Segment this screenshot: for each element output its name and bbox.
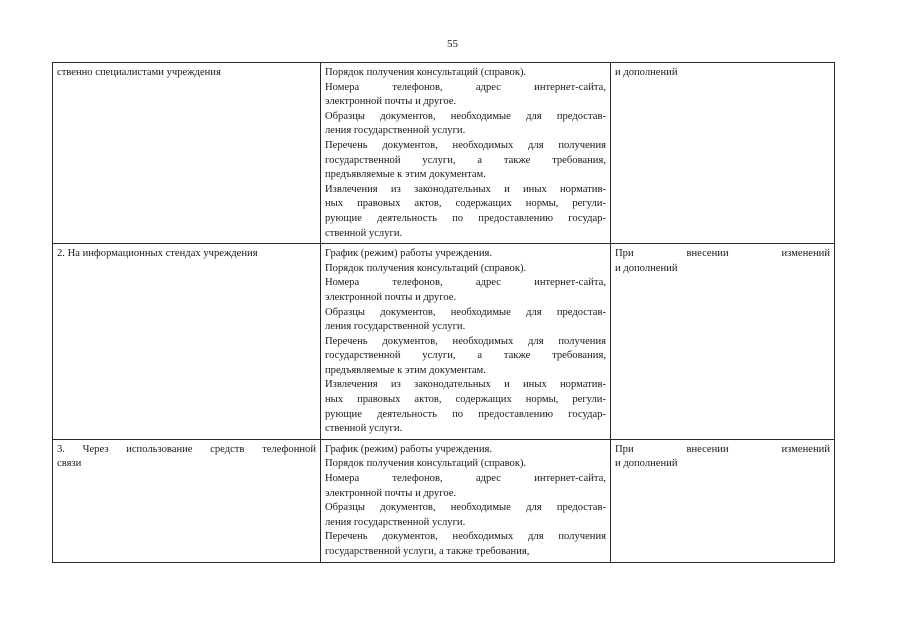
content-line: Образцы документов, необходимые для предостав-: [325, 306, 606, 318]
content-line: государственной услуги, а также требования,: [325, 350, 606, 362]
content-paragraph: [325, 139, 606, 183]
update-cell: [611, 244, 835, 440]
content-line: предъявляемые к этим документам.: [325, 169, 486, 181]
content-paragraph: [325, 501, 606, 530]
content-line: Номера телефонов, адрес интернет-сайта,: [325, 473, 606, 485]
update-cell: [611, 63, 835, 244]
content-cell: [321, 244, 611, 440]
channel-cell: [53, 63, 321, 244]
update-text: и дополнений: [615, 262, 678, 274]
channel-cell: [53, 439, 321, 562]
content-line: ления государственной услуги.: [325, 516, 466, 528]
update-cell: [611, 439, 835, 562]
content-line: Номера телефонов, адрес интернет-сайта,: [325, 277, 606, 289]
content-line: государственной услуги, а также требования,: [325, 546, 530, 557]
content-line: предъявляемые к этим документам.: [325, 364, 486, 376]
content-line: Перечень документов, необходимых для получения: [325, 531, 606, 543]
content-paragraph: [325, 443, 606, 458]
content-paragraph: [325, 247, 606, 262]
content-paragraph: [325, 262, 606, 277]
content-line: Порядок получения консультаций (справок).: [325, 67, 527, 78]
content-paragraph: [325, 335, 606, 379]
content-line: График (режим) работы учреждения.: [325, 248, 493, 260]
content-line: ственной услуги.: [325, 227, 403, 239]
content-line: электронной почты и другое.: [325, 291, 457, 303]
content-line: Извлечения из законодательных и иных норматив-: [325, 379, 606, 391]
content-paragraph: [325, 66, 606, 81]
content-line: График (режим) работы учреждения.: [325, 443, 493, 455]
content-paragraph: [325, 276, 606, 305]
channel-text: 2. На информационных стендах учреждения: [57, 248, 258, 260]
content-paragraph: [325, 183, 606, 241]
content-paragraph: [325, 306, 606, 335]
channel-text: связи: [57, 458, 82, 470]
table-row: [53, 244, 835, 440]
channel-text: ственно специалистами учреждения: [57, 67, 221, 78]
table-row: [53, 63, 835, 244]
content-line: рующие деятельность по предоставлению государ-: [325, 212, 606, 224]
content-line: ственной услуги.: [325, 423, 403, 435]
content-line: Перечень документов, необходимых для получения: [325, 139, 606, 151]
content-line: Номера телефонов, адрес интернет-сайта,: [325, 81, 606, 93]
content-line: Перечень документов, необходимых для получения: [325, 335, 606, 347]
content-line: рующие деятельность по предоставлению государ-: [325, 408, 606, 420]
services-table: [52, 62, 835, 563]
content-line: электронной почты и другое.: [325, 96, 457, 108]
content-line: ных правовых актов, содержащих нормы, регули-: [325, 198, 606, 210]
content-paragraph: [325, 457, 606, 472]
update-text: При внесении изменений: [615, 443, 830, 455]
channel-cell: [53, 244, 321, 440]
content-line: Образцы документов, необходимые для предостав-: [325, 110, 606, 122]
content-paragraph: [325, 530, 606, 559]
table-body: [53, 63, 835, 563]
content-line: Образцы документов, необходимые для предостав-: [325, 502, 606, 514]
update-text: и дополнений: [615, 67, 678, 78]
content-paragraph: [325, 472, 606, 501]
content-line: электронной почты и другое.: [325, 487, 457, 499]
channel-text: 3. Через использование средств телефонной: [57, 443, 316, 455]
update-text: и дополнений: [615, 458, 678, 470]
page-number: 55: [447, 38, 458, 50]
table-row: [53, 439, 835, 562]
content-paragraph: [325, 378, 606, 436]
content-line: ных правовых актов, содержащих нормы, регули-: [325, 394, 606, 406]
content-line: Порядок получения консультаций (справок).: [325, 262, 527, 274]
content-line: Порядок получения консультаций (справок).: [325, 458, 527, 470]
content-line: ления государственной услуги.: [325, 125, 466, 137]
update-text: При внесении изменений: [615, 248, 830, 260]
content-cell: [321, 439, 611, 562]
content-paragraph: [325, 110, 606, 139]
content-line: Извлечения из законодательных и иных норматив-: [325, 183, 606, 195]
content-line: ления государственной услуги.: [325, 321, 466, 333]
content-paragraph: [325, 81, 606, 110]
content-cell: [321, 63, 611, 244]
content-line: государственной услуги, а также требования,: [325, 154, 606, 166]
